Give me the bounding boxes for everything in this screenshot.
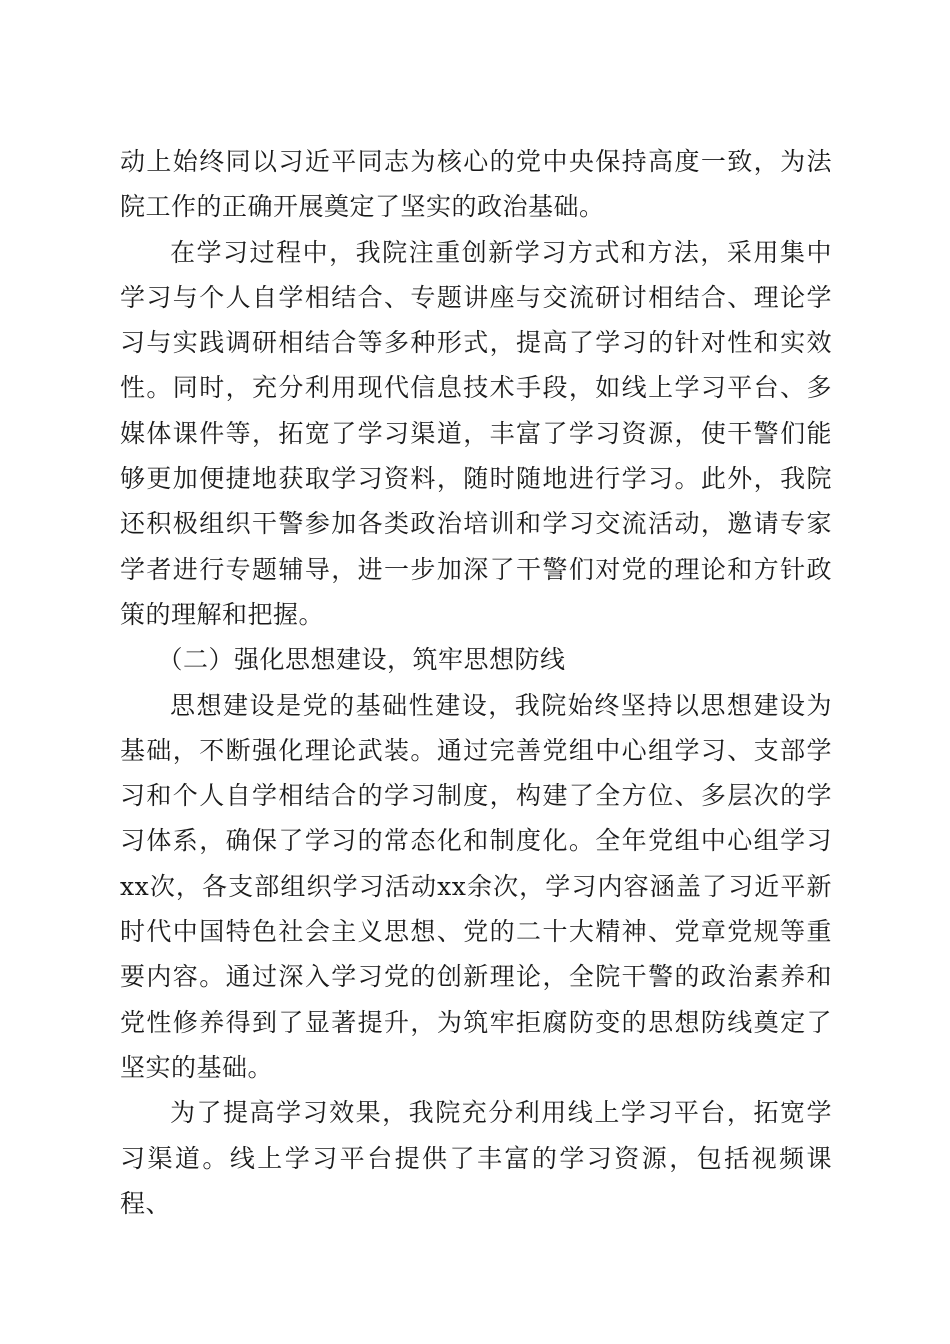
paragraph-continuation: 动上始终同以习近平同志为核心的党中央保持高度一致，为法院工作的正确开展奠定了坚实的政治基础。 <box>120 147 832 222</box>
document-body <box>120 139 832 1226</box>
section-heading-text: （二）强化思想建设，筑牢思想防线 <box>157 645 566 675</box>
section-heading <box>120 637 832 682</box>
paragraph-ideological-building: 思想建设是党的基础性建设，我院始终坚持以思想建设为基础，不断强化理论武装。通过完善党组中心组学习、支部学习和个人自学相结合的学习制度，构建了全方位、多层次的学习体系，确保了学习的常态化和制度化。全年党组中心组学习xx次，各支部组织学习活动xx余次，学习内容涵盖了习近平新时代中国特色社会主义思想、党的二十大精神、党章党规等重要内容。通过深入学习党的创新理论，全院干警的政治素养和党性修养得到了显著提升，为筑牢拒腐防变的思想防线奠定了坚实的基础。 <box>120 690 832 1082</box>
paragraph-online-platform: 为了提高学习效果，我院充分利用线上学习平台，拓宽学习渠道。线上学习平台提供了丰富的学习资源，包括视频课程、 <box>120 1098 832 1218</box>
paragraph-study-methods: 在学习过程中，我院注重创新学习方式和方法，采用集中学习与个人自学相结合、专题讲座与交流研讨相结合、理论学习与实践调研相结合等多种形式，提高了学习的针对性和实效性。同时，充分利用现代信息技术手段，如线上学习平台、多媒体课件等，拓宽了学习渠道，丰富了学习资源，使干警们能够更加便捷地获取学习资料，随时随地进行学习。此外，我院还积极组织干警参加各类政治培训和学习交流活动，邀请专家学者进行专题辅导，进一步加深了干警们对党的理论和方针政策的理解和把握。 <box>120 237 832 629</box>
